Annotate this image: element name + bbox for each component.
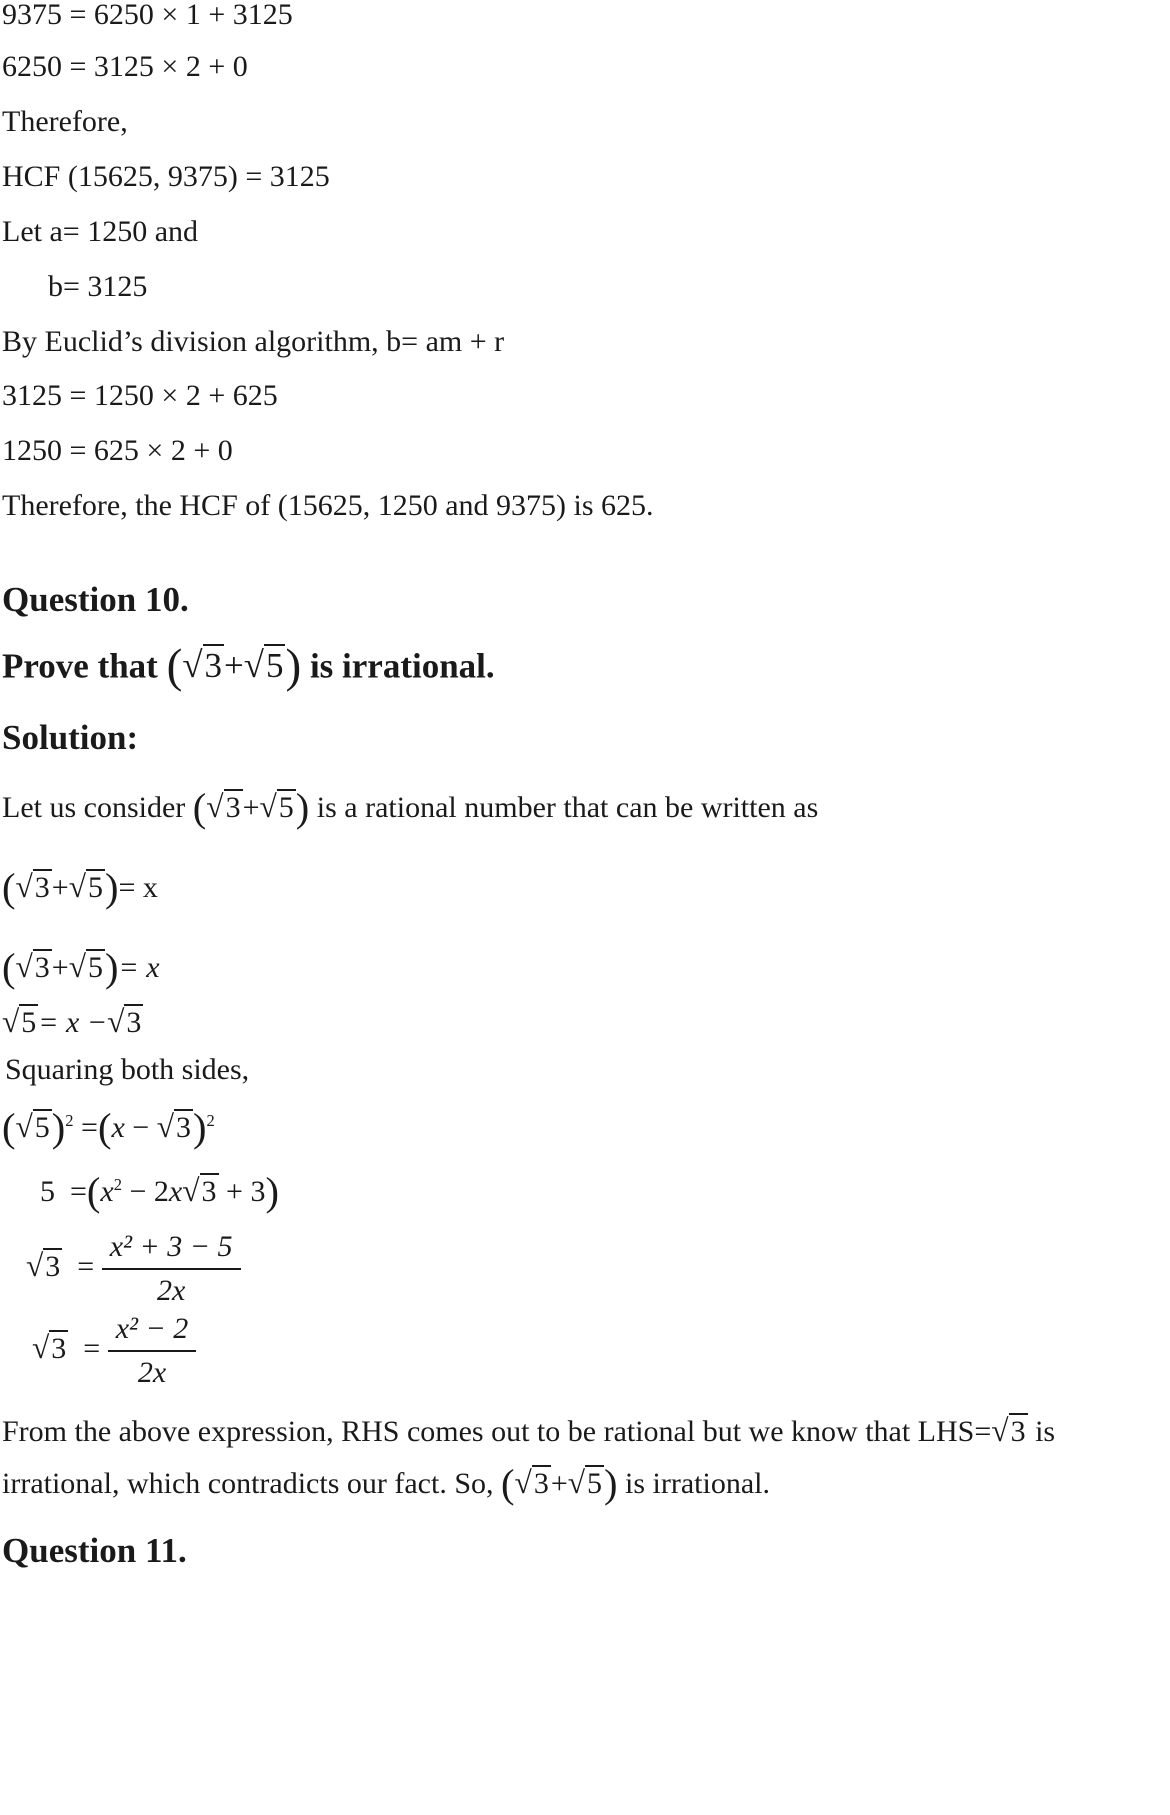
line-1250: 1250 = 625 × 2 + 0 [2, 434, 233, 467]
question-10-heading: Question 10. [2, 580, 189, 619]
sqrt3-plus-sqrt5: (√3+√5) [501, 1461, 618, 1506]
line-9375: 9375 = 6250 × 1 + 3125 [2, 0, 293, 31]
squaring-text: Squaring both sides, [5, 1053, 250, 1086]
line-final-hcf: Therefore, the HCF of (15625, 1250 and 9375) is 625. [2, 489, 654, 522]
line-6250: 6250 = 3125 × 2 + 0 [2, 50, 248, 83]
sqrt3-plus-sqrt5: (√3+√5) [166, 641, 302, 693]
fraction-6: $\frac{\text{x² + 3 − 5}}{2x}$ [102, 1232, 241, 1306]
consider-post: is a rational number that can be written as [316, 790, 819, 824]
line-3125: 3125 = 1250 × 2 + 625 [2, 379, 278, 412]
line-hcf-result: HCF (15625, 9375) = 3125 [2, 160, 330, 193]
prompt-pre: Prove that [2, 646, 158, 686]
equation-7: √3 = $\frac{\text{x² − 2}}{2x}$ [32, 1314, 196, 1388]
line-therefore: Therefore, [2, 105, 128, 138]
question-11-heading: Question 11. [2, 1531, 187, 1570]
equation-4: $(√5)^2 =(x - √3)^2$ [2, 1105, 215, 1150]
conclusion-line-1: From the above expression, RHS comes out to be rational but we know that LHS=√3 is [2, 1413, 1056, 1448]
solution-label: Solution: [2, 718, 139, 757]
line-let-b: b= 3125 [48, 270, 148, 303]
equation-1: (√3+√5)= x [2, 865, 158, 910]
question-10-prompt [2, 641, 495, 693]
conclusion-line-2: irrational, which contradicts our fact. So, (√3+√5) is irrational. [2, 1461, 770, 1506]
line-let-a: Let a= 1250 and [2, 215, 199, 248]
equation-2: (√3+√5)= x [2, 945, 160, 990]
consider-pre: Let us consider [2, 790, 186, 824]
fraction-7: $\frac{\text{x² − 2}}{2x}$ [108, 1314, 197, 1388]
equation-3: √5= x −√3 [2, 1004, 142, 1039]
consider-line [2, 785, 819, 830]
sqrt3: √3 [991, 1413, 1026, 1448]
sqrt3-plus-sqrt5: (√3+√5) [192, 785, 310, 830]
line-euclid: By Euclid’s division algorithm, b= am + r [2, 325, 505, 358]
prompt-post: is irrational. [309, 646, 495, 686]
equation-6: √3 = $\frac{\text{x² + 3 − 5}}{2x}$ [26, 1232, 241, 1306]
equation-5: $5 =(x^2 - 2x√3 + 3)$ [40, 1169, 279, 1214]
